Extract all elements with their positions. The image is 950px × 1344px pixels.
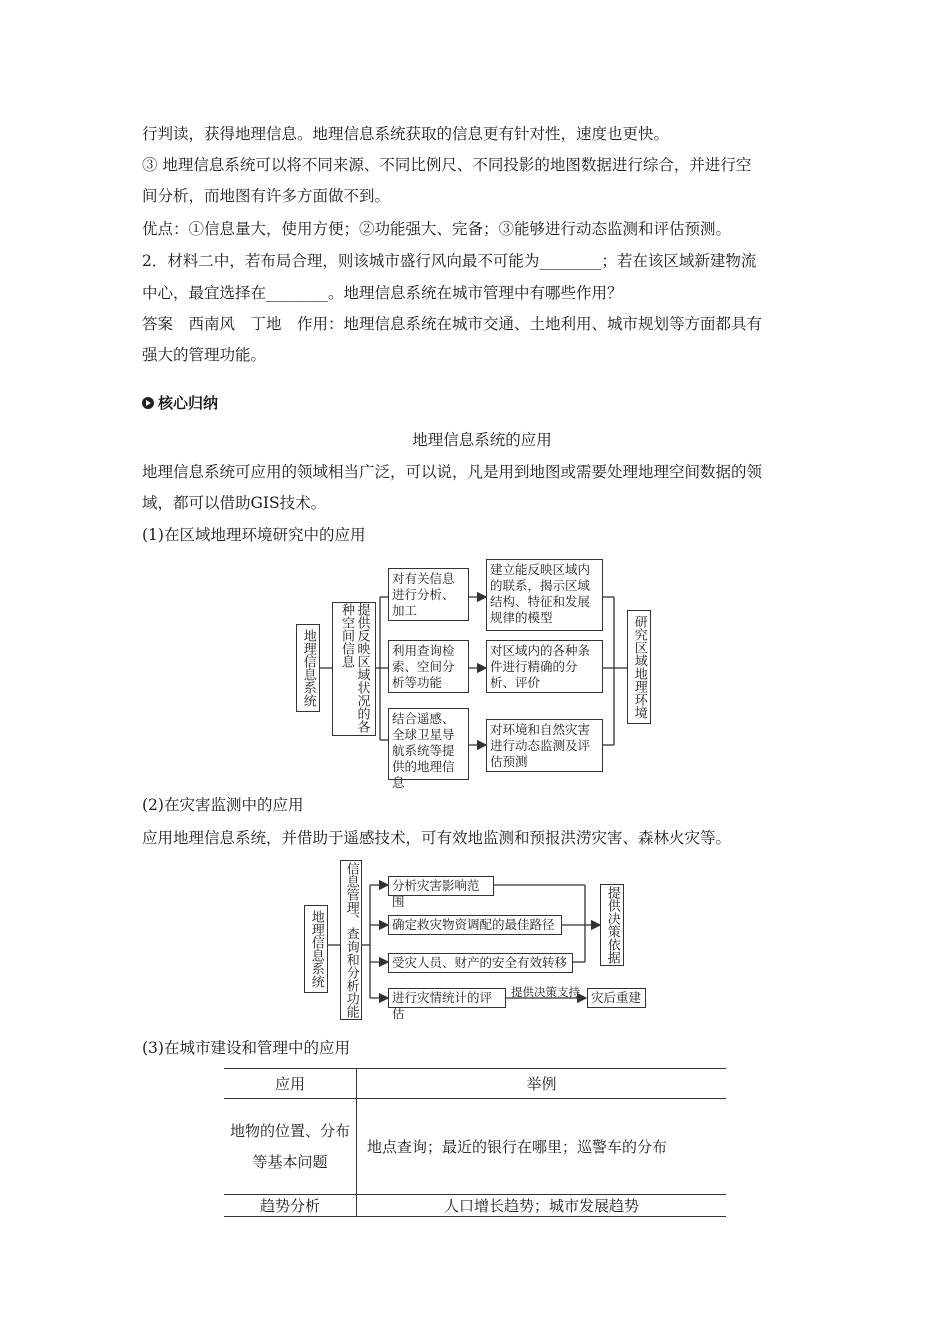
paragraph-line: 行判读，获得地理信息。地理信息系统获取的信息更有针对性，速度也更快。 <box>142 125 670 143</box>
research-node: 研究区域地理环境 <box>627 610 651 724</box>
paragraph-line: ③ 地理信息系统可以将不同来源、不同比例尺、不同投影的地图数据进行综合，并进行空 <box>142 156 752 174</box>
query-node: 利用查询检索、空间分析等功能 <box>388 640 469 693</box>
gis-node: 地理信息系统 <box>304 905 328 993</box>
question-line: 中心，最宜选择在________。地理信息系统在城市管理中有哪些作用？ <box>142 284 623 302</box>
evaluation-node: 对区域内的各种条件进行精确的分析、评价 <box>486 640 603 693</box>
impact-analysis-node: 分析灾害影响范围 <box>388 876 494 896</box>
table-header: 应用 <box>274 1075 305 1093</box>
subsection-heading: (1)在区域地理环境研究中的应用 <box>142 526 366 544</box>
subsection-heading: (2)在灾害监测中的应用 <box>142 796 304 814</box>
paragraph-line: 间分析，而地图有许多方面做不到。 <box>142 187 391 205</box>
function-node: 信息管理、查询和分析功能 <box>340 860 362 1020</box>
applications-table <box>224 1068 726 1217</box>
provide-info-node: 提供反映区域状况的各种空间信息 <box>332 602 376 736</box>
paragraph-line: 域，都可以借助GIS技术。 <box>142 494 327 512</box>
analysis-node: 对有关信息进行分析、加工 <box>388 568 469 621</box>
table-header-row <box>224 1069 726 1099</box>
section-heading <box>142 392 218 413</box>
table-row <box>224 1195 726 1217</box>
answer-line: 强大的管理功能。 <box>142 346 267 364</box>
paragraph-line: 应用地理信息系统，并借助于遥感技术，可有效地监测和预报洪涝灾害、森林火灾等。 <box>142 829 732 847</box>
play-circle-icon <box>142 397 154 409</box>
table-cell: 趋势分析 <box>259 1196 320 1215</box>
model-node: 建立能反映区域内的联系，揭示区域结构、特征和发展规律的模型 <box>486 559 603 631</box>
section-title: 核心归纳 <box>158 394 219 412</box>
gis-node: 地理信息系统 <box>296 624 320 712</box>
remote-sensing-node: 结合遥感、全球卫星导航系统等提供的地理信息 <box>388 708 469 780</box>
table-cell: 人口增长趋势；城市发展趋势 <box>357 1195 727 1217</box>
statistics-node: 进行灾情统计的评估 <box>388 988 506 1008</box>
paragraph-line: 优点：①信息量大，使用方便；②功能强大、完备；③能够进行动态监测和评估预测。 <box>142 220 732 238</box>
table-row <box>224 1099 726 1195</box>
monitoring-node: 对环境和自然灾害进行动态监测及评估预测 <box>486 719 603 772</box>
table-cell: 地物的位置、分布等基本问题 <box>229 1121 350 1171</box>
answer-line: 答案 西南风 丁地 作用：地理信息系统在城市交通、土地利用、城市规划等方面都具有 <box>142 315 763 333</box>
rebuild-node: 灾后重建 <box>587 988 646 1008</box>
edge-label: 提供决策支持 <box>511 985 580 999</box>
evacuation-node: 受灾人员、财产的安全有效转移 <box>388 953 573 973</box>
question-line: 2．材料二中，若布局合理，则该城市盛行风向最不可能为________；若在该区域新建物流 <box>142 252 757 270</box>
route-node: 确定救灾物资调配的最佳路径 <box>388 915 562 935</box>
table-cell: 地点查询；最近的银行在哪里；巡警车的分布 <box>357 1099 727 1195</box>
paragraph-line: 地理信息系统可应用的领域相当广泛，可以说，凡是用到地图或需要处理地理空间数据的领 <box>142 463 763 481</box>
table-header: 举例 <box>357 1069 727 1099</box>
subsection-heading: (3)在城市建设和管理中的应用 <box>142 1039 350 1057</box>
decision-node: 提供决策依据 <box>600 884 624 966</box>
summary-title: 地理信息系统的应用 <box>412 431 552 449</box>
